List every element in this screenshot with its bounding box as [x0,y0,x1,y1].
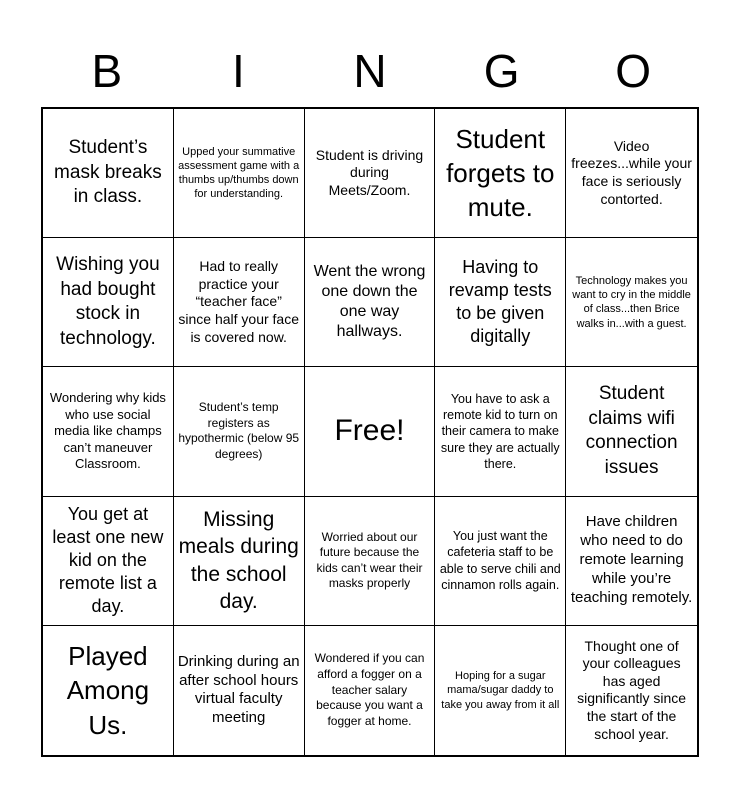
bingo-cell-r1c4[interactable]: Student forgets to mute. [435,109,566,238]
bingo-cell-r2c4[interactable]: Having to revamp tests to be given digitally [435,238,566,367]
title-letter-g: G [483,45,520,97]
bingo-cell-r5c3[interactable]: Wondered if you can afford a fogger on a teacher salary because you want a fogger at home. [305,626,436,755]
bingo-cell-r3c1[interactable]: Wondering why kids who use social media like champs can’t maneuver Classroom. [43,367,174,496]
bingo-cell-r2c5[interactable]: Technology makes you want to cry in the middle of class...then Brice walks in...with a guest. [566,238,697,367]
bingo-title [41,40,699,102]
bingo-cell-r4c5[interactable]: Have children who need to do remote learning while you’re teaching remotely. [566,497,697,626]
bingo-cell-r2c3[interactable]: Went the wrong one down the one way hallways. [305,238,436,367]
bingo-cell-r1c5[interactable]: Video freezes...while your face is seriously contorted. [566,109,697,238]
bingo-cell-r3c2[interactable]: Student’s temp registers as hypothermic (below 95 degrees) [174,367,305,496]
bingo-cell-r1c2[interactable]: Upped your summative assessment game with a thumbs up/thumbs down for understanding. [174,109,305,238]
bingo-cell-r5c4[interactable]: Hoping for a sugar mama/sugar daddy to take you away from it all [435,626,566,755]
bingo-cell-r5c1[interactable]: Played Among Us. [43,626,174,755]
bingo-cell-r3c5[interactable]: Student claims wifi connection issues [566,367,697,496]
title-letter-i: I [232,45,245,97]
bingo-cell-r1c3[interactable]: Student is driving during Meets/Zoom. [305,109,436,238]
title-letter-n: N [353,45,387,97]
title-letter-o: O [615,45,652,97]
bingo-cell-r5c2[interactable]: Drinking during an after school hours virtual faculty meeting [174,626,305,755]
bingo-cell-r4c2[interactable]: Missing meals during the school day. [174,497,305,626]
bingo-cell-r4c4[interactable]: You just want the cafeteria staff to be able to serve chili and cinnamon rolls again. [435,497,566,626]
bingo-cell-r2c2[interactable]: Had to really practice your “teacher face” since half your face is covered now. [174,238,305,367]
bingo-cell-r4c3[interactable]: Worried about our future because the kids can’t wear their masks properly [305,497,436,626]
bingo-cell-r4c1[interactable]: You get at least one new kid on the remote list a day. [43,497,174,626]
title-letter-b: B [91,45,123,97]
bingo-cell-free-space[interactable]: Free! [305,367,436,496]
bingo-cell-r3c4[interactable]: You have to ask a remote kid to turn on their camera to make sure they are actually there. [435,367,566,496]
bingo-cell-r2c1[interactable]: Wishing you had bought stock in technology. [43,238,174,367]
bingo-cell-r1c1[interactable]: Student’s mask breaks in class. [43,109,174,238]
bingo-cell-r5c5[interactable]: Thought one of your colleagues has aged significantly since the start of the school year. [566,626,697,755]
bingo-grid [41,107,699,757]
